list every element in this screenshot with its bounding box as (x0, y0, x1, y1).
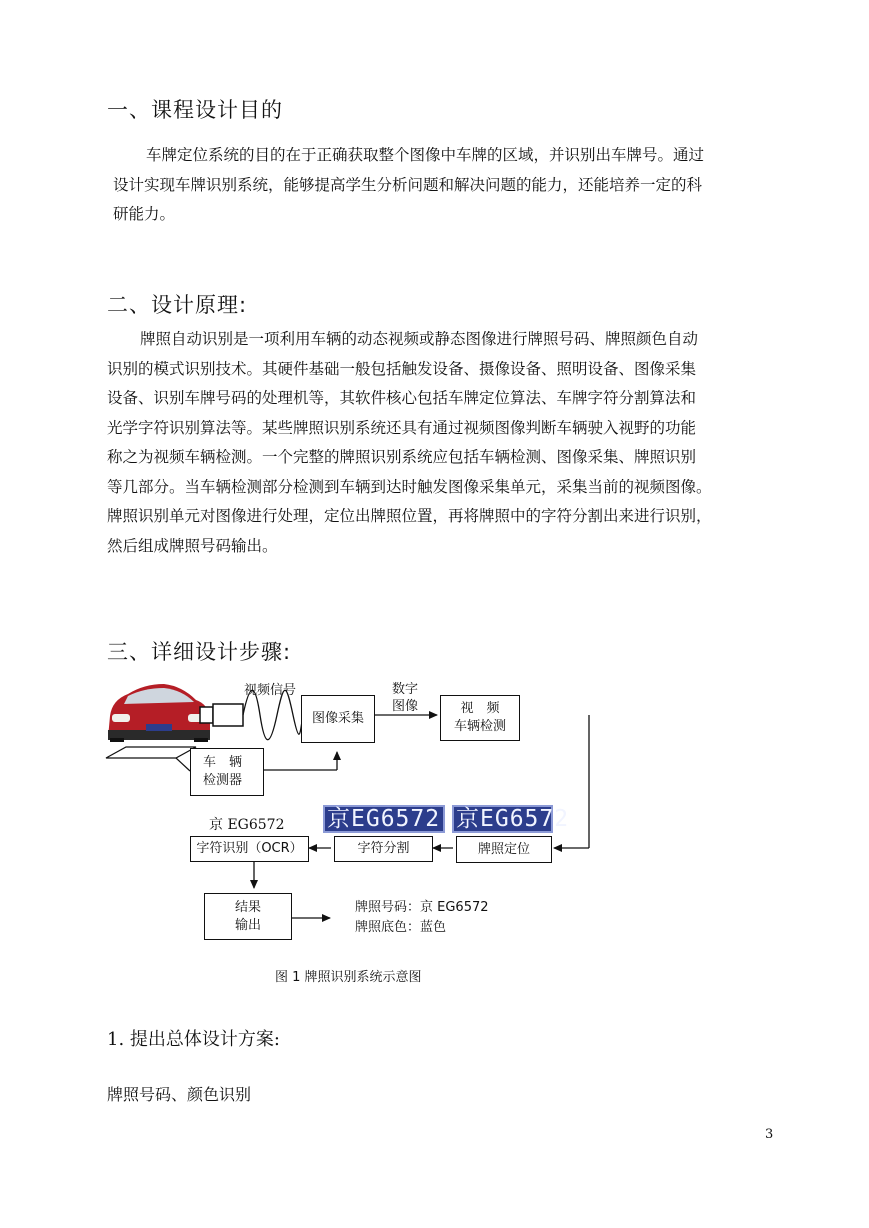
section2-line: 识别的模式识别技术。其硬件基础一般包括触发设备、摄像设备、照明设备、图像采集 (107, 359, 697, 378)
ocr-box (190, 836, 309, 862)
output-text (355, 898, 489, 938)
section2-line: 等几部分。当车辆检测部分检测到车辆到达时触发图像采集单元，采集当前的视频图像。 (107, 477, 712, 496)
result-box (204, 893, 292, 940)
image-capture-box (301, 695, 375, 743)
vehicle-detector-label: 车 辆 (203, 755, 243, 770)
section2-line: 然后组成牌照号码输出。 (107, 536, 278, 555)
segmentation-label: 字符分割 (357, 841, 410, 856)
section2-line: 光学字符识别算法等。某些牌照识别系统还具有通过视频图像判断车辆驶入视野的功能 (107, 418, 697, 437)
section1-line: 研能力。 (113, 205, 176, 223)
ocr-label: 字符识别（OCR） (196, 841, 303, 856)
video-detect-box (440, 695, 520, 741)
localization-box (456, 836, 552, 863)
digital-image-line: 数字 (392, 682, 419, 697)
video-detect-label: 视 频 (460, 701, 500, 716)
output-color: 牌照底色：蓝色 (355, 920, 447, 935)
localization-label: 牌照定位 (477, 841, 530, 857)
result-label: 输出 (234, 917, 261, 933)
camera-icon (200, 704, 243, 726)
step1-text: 牌照号码、颜色识别 (107, 1085, 252, 1104)
segmentation-box (334, 836, 433, 862)
plate-image-1: 京EG6572 (323, 805, 445, 833)
ground-loop-icon (106, 747, 196, 758)
figure-caption: 图 1 牌照识别系统示意图 (275, 970, 422, 985)
vehicle-detector-box (190, 748, 264, 796)
section2-heading: 二、设计原理: (107, 293, 248, 317)
section1-body (113, 141, 775, 230)
section2-body (107, 325, 775, 561)
section1-line: 设计实现车牌识别系统，能够提高学生分析问题和解决问题的能力，还能培养一定的科 (113, 175, 703, 194)
section2-line: 称之为视频车辆检测。一个完整的牌照识别系统应包括车辆检测、图像采集、牌照识别 (107, 448, 697, 466)
video-signal-label: 视频信号 (244, 683, 297, 698)
section3-heading: 三、详细设计步骤: (107, 640, 292, 664)
digital-image-label (392, 681, 418, 715)
page-number: 3 (765, 1127, 774, 1142)
digital-image-line: 图像 (392, 699, 419, 714)
result-label: 结果 (234, 899, 261, 915)
output-number: 牌照号码：京 EG6572 (355, 900, 489, 915)
plate-number-label: 京 EG6572 (209, 817, 285, 833)
section2-line: 牌照自动识别是一项利用车辆的动态视频或静态图像进行牌照号码、牌照颜色自动 (140, 330, 699, 348)
section2-line: 设备、识别车牌号码的处理机等，其软件核心包括车牌定位算法、车牌字符分割算法和 (107, 389, 697, 407)
plate-image-2: 京EG6572 (452, 805, 553, 833)
step1-heading: 1. 提出总体设计方案: (107, 1029, 280, 1050)
system-diagram (100, 672, 620, 972)
vehicle-detector-label: 检测器 (203, 773, 243, 788)
section1-heading: 一、课程设计目的 (107, 98, 283, 122)
car-icon (108, 684, 210, 742)
section1-line: 车牌定位系统的目的在于正确获取整个图像中车牌的区域，并识别出车牌号。通过 (146, 146, 705, 164)
section2-line: 牌照识别单元对图像进行处理，定位出牌照位置，再将牌照中的字符分割出来进行识别， (107, 507, 712, 525)
video-detect-label: 车辆检测 (453, 719, 506, 734)
image-capture-label: 图像采集 (311, 711, 364, 726)
